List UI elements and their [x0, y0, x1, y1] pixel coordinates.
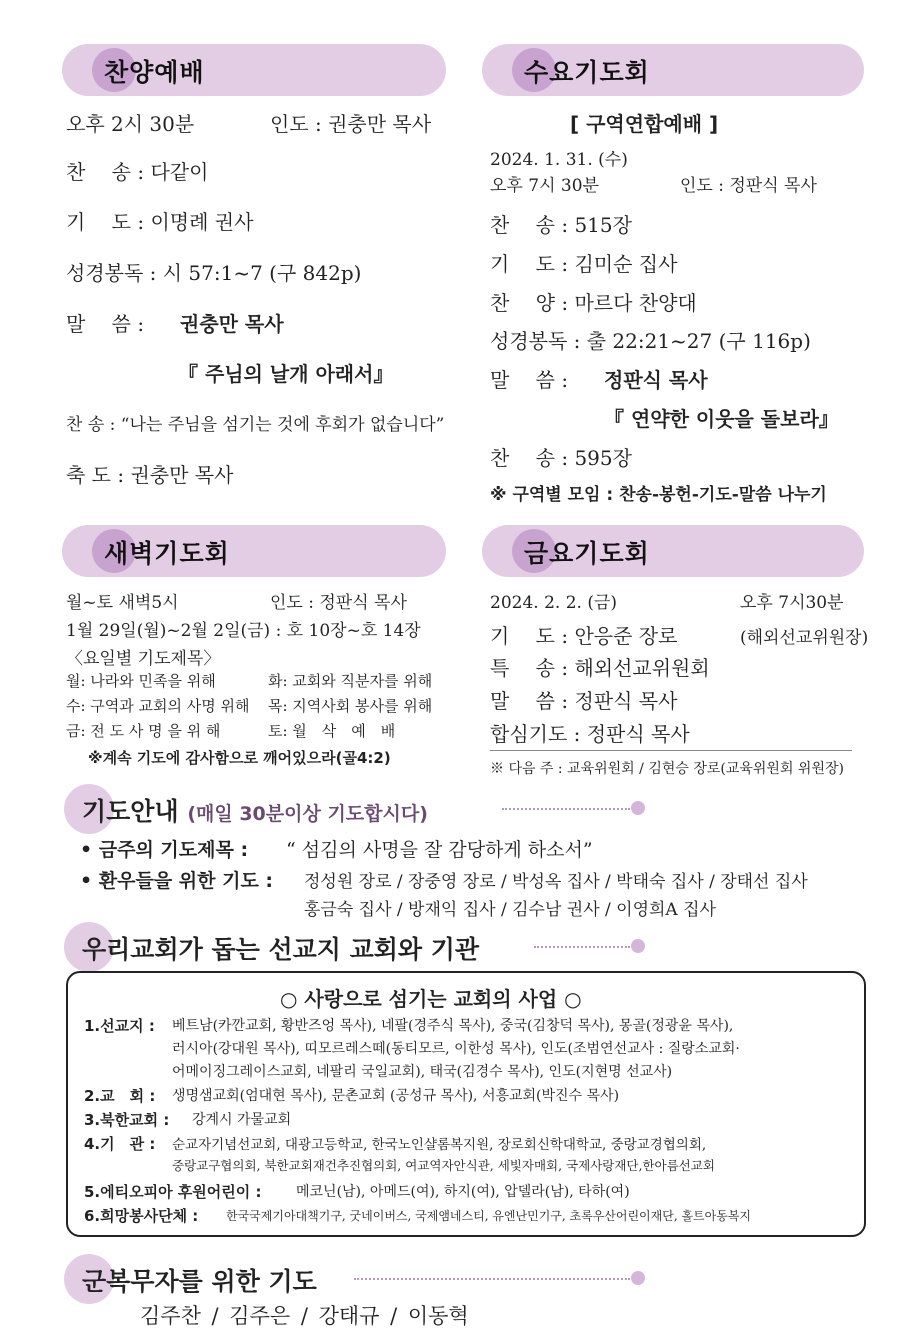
- dawn-leader: 인도 : 정판식 목사: [270, 593, 407, 613]
- friday-special: 특 송 : 해외선교위원회: [490, 656, 710, 680]
- divider: [490, 750, 852, 751]
- praise-service-header: [62, 44, 446, 96]
- wednesday-prayer: 기 도 : 김미순 집사: [490, 252, 678, 276]
- sick-prayer-label: • 환우들을 위한 기도 :: [80, 870, 274, 892]
- sick-prayer-line2: 홍금숙 집사 / 방재익 집사 / 김수남 권사 / 이영희A 집사: [304, 900, 716, 920]
- mission-fields-label: 1.선교지 :: [84, 1017, 155, 1035]
- churches-label: 2.교 회 :: [84, 1087, 156, 1105]
- missions-header: [82, 930, 479, 966]
- friday-joint-prayer: 합심기도 : 정판식 목사: [490, 722, 690, 746]
- praise-leader: 인도 : 권충만 목사: [270, 112, 432, 136]
- wednesday-choir: 찬 양 : 마르다 찬양대: [490, 291, 697, 315]
- dawn-dates: 1월 29일(월)~2월 2일(금) : 호 10장~호 14장: [66, 621, 421, 641]
- institutions-line2: 중랑교구협의회, 북한교회재건추진협의회, 여교역자안식관, 세빛자매회, 국제사랑재단,한아름선교회: [172, 1158, 715, 1173]
- dotted-line: [534, 946, 630, 948]
- mission-fields-line2: 러시아(강대원 목사), 띠모르레스떼(동티모르, 이한성 목사), 인도(조범연선교사 : 질랑소교회·: [172, 1041, 740, 1057]
- friday-prayer-role: (해외선교위원장): [740, 628, 869, 648]
- dotted-line-end: [631, 801, 645, 815]
- friday-prayer-header: [482, 525, 864, 577]
- praise-sermon-speaker: 권충만 목사: [180, 312, 284, 336]
- mission-fields-line1: 베트남(카깐교회, 황반즈엉 목사), 네팔(경주식 목사), 중국(김창덕 목사), 몽골(정광윤 목사),: [172, 1018, 734, 1034]
- dawn-prayer-title: 새벽기도회: [104, 539, 230, 568]
- friday-time: 오후 7시30분: [740, 593, 844, 613]
- prayer-guide-header: [82, 792, 428, 828]
- wednesday-hymn: 찬 송 : 515장: [490, 213, 632, 237]
- military-title: 군복무자를 위한 기도: [82, 1267, 317, 1296]
- wednesday-scripture: 성경봉독 : 출 22:21~27 (구 116p): [490, 329, 811, 353]
- friday-date: 2024. 2. 2. (금): [490, 593, 618, 613]
- dotted-line: [502, 808, 630, 810]
- dawn-verse: ※계속 기도에 감사함으로 깨어있으라(골4:2): [88, 749, 391, 767]
- churches-text: 생명샘교회(엄대현 목사), 문촌교회 (공성규 목사), 서흥교회(박진수 목사): [172, 1088, 620, 1104]
- dawn-topic-mon: 월: 나라와 민족을 위해: [66, 672, 216, 690]
- prayer-guide-title: 기도안내: [82, 797, 179, 826]
- friday-sermon: 말 씀 : 정판식 목사: [490, 689, 678, 713]
- wednesday-time: 오후 7시 30분: [490, 176, 599, 196]
- institutions-label: 4.기 관 :: [84, 1135, 156, 1153]
- dawn-topic-fri: 금: 전 도 사 명 을 위 해: [66, 722, 221, 740]
- friday-prayer-title: 금요기도회: [524, 539, 650, 568]
- praise-benediction: 축 도 : 권충만 목사: [66, 463, 234, 487]
- praise-prayer: 기 도 : 이명례 권사: [66, 210, 254, 234]
- prayer-guide-subtitle: (매일 30분이상 기도합시다): [187, 803, 428, 825]
- north-korea-church-label: 3.북한교회 :: [84, 1111, 170, 1129]
- praise-sermon-label: 말 씀 :: [66, 312, 145, 336]
- wednesday-sermon-label: 말 씀 :: [490, 368, 569, 392]
- wednesday-sermon-speaker: 정판식 목사: [604, 368, 708, 392]
- praise-sermon-title: 『 주님의 날개 아래서』: [178, 362, 394, 386]
- dotted-line-end: [631, 939, 645, 953]
- friday-prayer: 기 도 : 안응준 장로: [490, 624, 678, 648]
- wednesday-leader: 인도 : 정판식 목사: [680, 176, 817, 196]
- missions-box-title: ○ 사랑으로 섬기는 교회의 사업 ○: [280, 987, 582, 1011]
- wednesday-sermon-title: 『 연약한 이웃을 돌보라』: [604, 407, 839, 431]
- wednesday-note: ※ 구역별 모임 : 찬송-봉헌-기도-말씀 나누기: [490, 485, 827, 505]
- dotted-line-end: [631, 1271, 645, 1285]
- dawn-schedule: 월~토 새벽5시: [66, 593, 179, 613]
- military-header: [82, 1262, 317, 1298]
- volunteer-orgs-text: 한국국제기아대책기구, 굿네이버스, 국제앰네스티, 유엔난민기구, 초록우산어린이재단, 홀트아동복지: [226, 1209, 752, 1223]
- dawn-topic-tue: 화: 교회와 직분자를 위해: [268, 672, 433, 690]
- friday-next-week: ※ 다음 주 : 교육위원회 / 김현승 장로(교육위원회 위원장): [490, 761, 844, 777]
- dawn-prayer-header: [62, 525, 446, 577]
- dawn-topics-header: 〈요일별 기도제목〉: [66, 649, 221, 669]
- wednesday-prayer-title: 수요기도회: [524, 58, 650, 87]
- military-names: 김주찬 / 김주은 / 강태규 / 이동혁: [140, 1304, 469, 1328]
- praise-closing-hymn: 찬 송 : “나는 주님을 섬기는 것에 후회가 없습니다”: [66, 415, 445, 435]
- sick-prayer-line1: 정성원 장로 / 장중영 장로 / 박성옥 집사 / 박태숙 집사 / 장태선 집사: [304, 872, 808, 892]
- praise-scripture: 성경봉독 : 시 57:1~7 (구 842p): [66, 261, 362, 285]
- dawn-topic-sat: 토: 월 삭 예 배: [268, 722, 396, 740]
- institutions-line1: 순교자기념선교회, 대광고등학교, 한국노인샬롬복지원, 장로회신학대학교, 중랑교경협의회,: [172, 1137, 707, 1153]
- ethiopia-children-label: 5.에티오피아 후원어린이 :: [84, 1183, 262, 1201]
- praise-hymn: 찬 송 : 다같이: [66, 160, 209, 184]
- dawn-topic-wed: 수: 구역과 교회의 사명 위해: [66, 697, 250, 715]
- volunteer-orgs-label: 6.희망봉사단체 :: [84, 1207, 199, 1225]
- missions-title: 우리교회가 돕는 선교지 교회와 기관: [82, 935, 480, 964]
- wednesday-closing-hymn: 찬 송 : 595장: [490, 446, 632, 470]
- dawn-topic-thu: 목: 지역사회 봉사를 위해: [268, 697, 433, 715]
- dotted-line: [354, 1278, 630, 1280]
- mission-fields-line3: 어메이징그레이스교회, 네팔리 국일교회), 태국(김경수 목사), 인도(지현명 선교사): [172, 1064, 673, 1080]
- praise-time: 오후 2시 30분: [66, 112, 195, 136]
- praise-service-title: 찬양예배: [104, 58, 205, 87]
- wednesday-prayer-header: [482, 44, 864, 96]
- weekly-topic-label: • 금주의 기도제목 :: [80, 839, 249, 861]
- wednesday-date: 2024. 1. 31. (수): [490, 150, 628, 170]
- weekly-topic-text: “ 섬김의 사명을 잘 감당하게 하소서”: [286, 839, 593, 861]
- north-korea-church-text: 강계시 가물교회: [192, 1112, 292, 1128]
- wednesday-subtitle: [ 구역연합예배 ]: [570, 112, 719, 136]
- ethiopia-children-text: 메코닌(남), 아메드(여), 하지(여), 압델라(남), 타하(여): [296, 1184, 630, 1200]
